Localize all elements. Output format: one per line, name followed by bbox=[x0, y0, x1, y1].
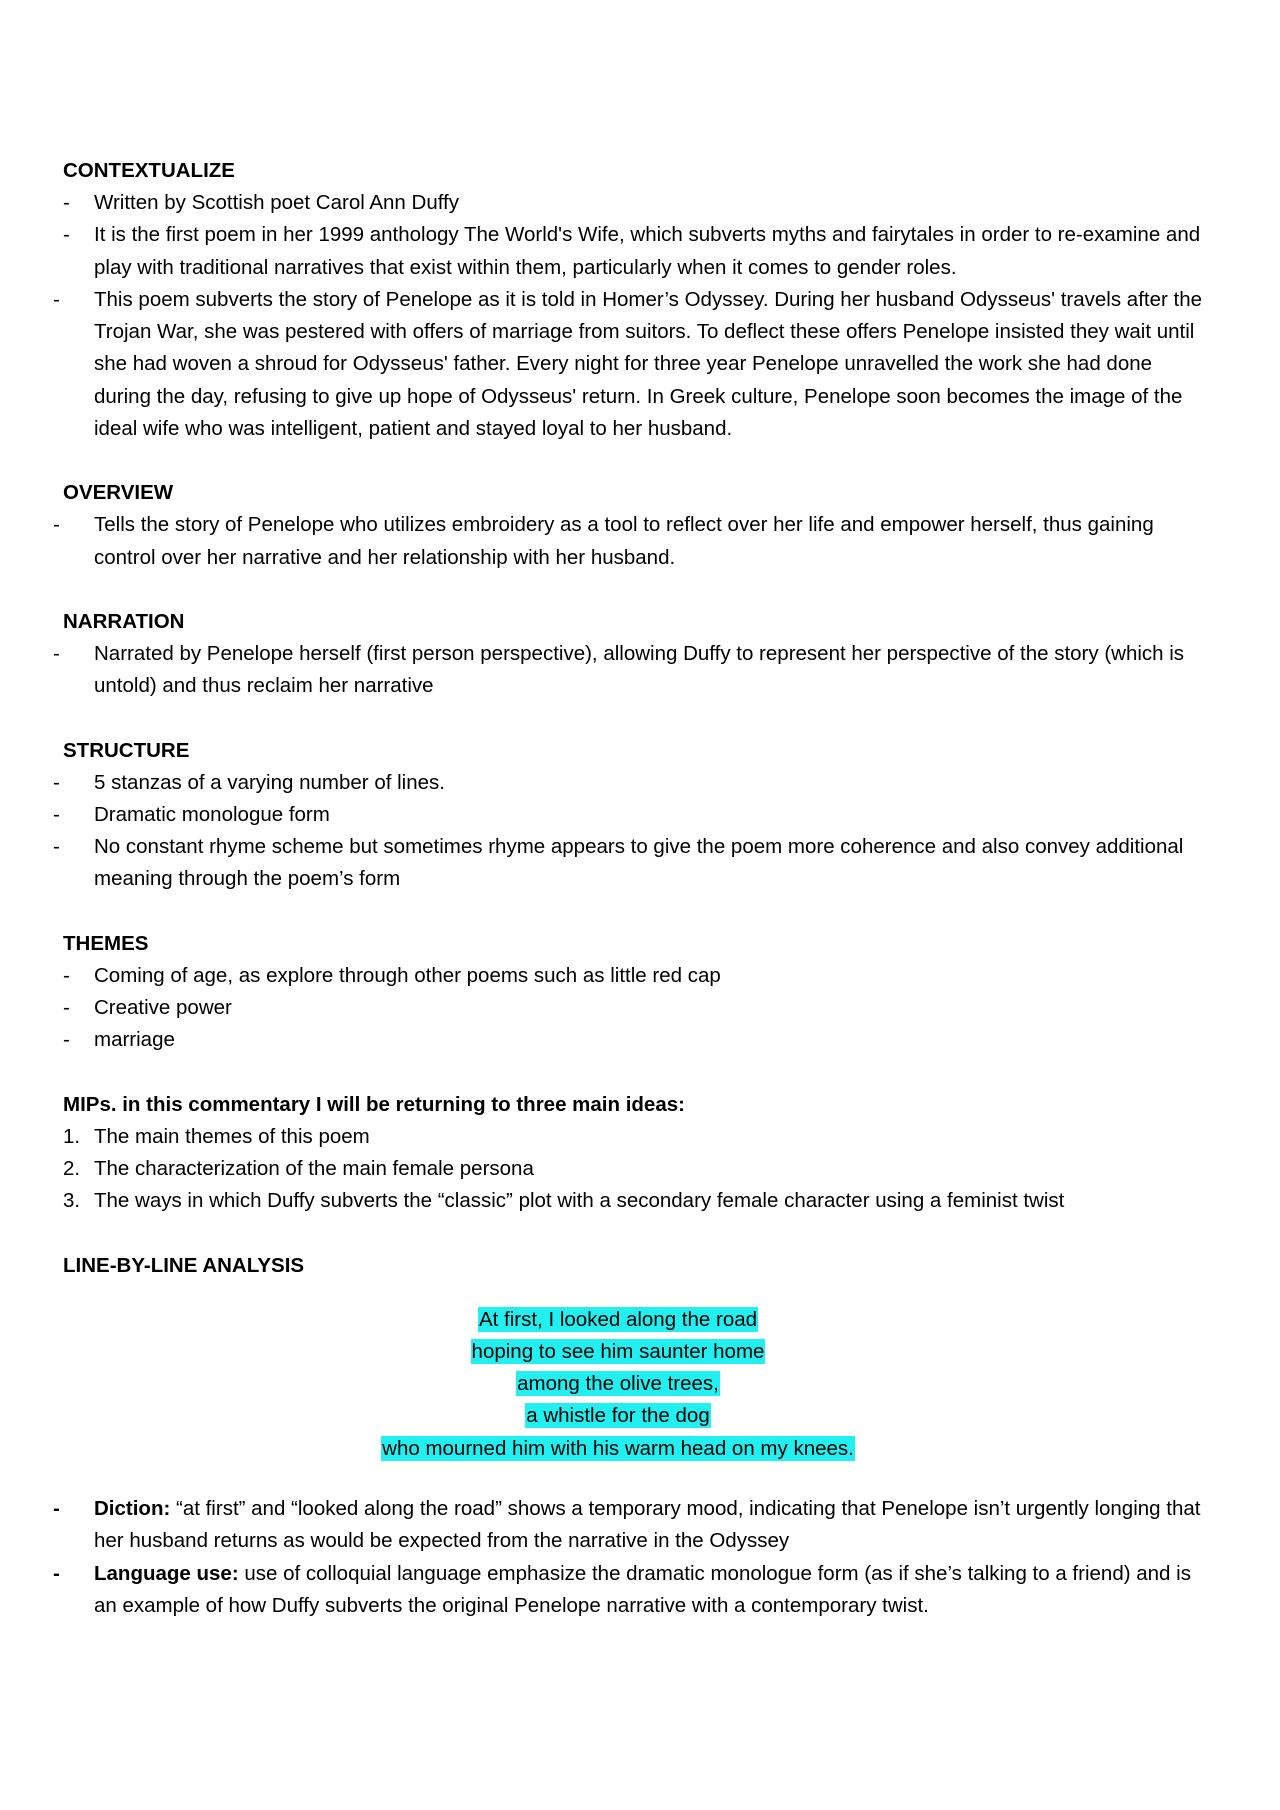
analysis-section bbox=[53, 1250, 1203, 1623]
list-item bbox=[53, 799, 1203, 831]
bullet-dash: - bbox=[53, 287, 60, 311]
contextualize-list bbox=[53, 187, 1203, 445]
bullet-dash: - bbox=[63, 1028, 70, 1052]
list-item-text: It is the first poem in her 1999 anthology The World's Wife, which subverts myths and fairytales in order to re-examine and play with traditional narratives that exist within them, particularly when it comes to gender roles. bbox=[94, 223, 1201, 279]
list-item bbox=[53, 284, 1203, 445]
poem-excerpt bbox=[63, 1304, 1203, 1465]
bullet-dash: - bbox=[53, 1497, 60, 1521]
list-item bbox=[53, 1558, 1203, 1623]
list-item bbox=[63, 992, 1203, 1024]
overview-section bbox=[53, 477, 1203, 574]
list-item bbox=[63, 219, 1203, 284]
list-item bbox=[63, 1024, 1203, 1056]
list-item-text: Tells the story of Penelope who utilizes embroidery as a tool to reflect over her life and empower herself, thus gaining control over her narrative and her relationship with her husband. bbox=[94, 513, 1154, 569]
list-item-text: Written by Scottish poet Carol Ann Duffy bbox=[94, 191, 460, 214]
poem-line bbox=[63, 1304, 1173, 1336]
note-label: Diction: bbox=[94, 1497, 171, 1521]
list-item-text: The main themes of this poem bbox=[94, 1124, 370, 1148]
poem-line bbox=[63, 1368, 1173, 1400]
narration-list bbox=[53, 638, 1203, 703]
document-content bbox=[53, 155, 1203, 1654]
contextualize-section bbox=[53, 155, 1203, 445]
list-item-text: marriage bbox=[94, 1028, 175, 1052]
mips-heading: MIPs. in this commentary I will be returning to three main ideas: bbox=[63, 1092, 685, 1116]
list-item bbox=[53, 509, 1203, 574]
structure-section bbox=[53, 735, 1203, 896]
poem-line bbox=[63, 1400, 1173, 1432]
poem-line bbox=[63, 1433, 1173, 1465]
themes-list bbox=[63, 960, 1203, 1057]
poem-line-text: who mourned him with his warm head on my knees. bbox=[382, 1436, 854, 1460]
list-item bbox=[63, 960, 1203, 992]
bullet-dash: - bbox=[53, 770, 60, 794]
list-item bbox=[53, 1493, 1203, 1558]
bullet-dash: - bbox=[53, 641, 60, 665]
list-item-text: Creative power bbox=[94, 996, 232, 1020]
bullet-dash: - bbox=[53, 802, 60, 826]
bullet-dash: - bbox=[53, 513, 60, 537]
poem-line bbox=[63, 1336, 1173, 1368]
list-item bbox=[63, 187, 1203, 219]
list-number: 1. bbox=[63, 1124, 81, 1148]
mips-list bbox=[63, 1121, 1203, 1218]
overview-heading: OVERVIEW bbox=[63, 481, 174, 505]
list-item-text: The characterization of the main female persona bbox=[94, 1156, 534, 1180]
contextualize-heading: CONTEXTUALIZE bbox=[63, 159, 235, 182]
bullet-dash: - bbox=[53, 835, 60, 859]
note-text: use of colloquial language emphasize the dramatic monologue form (as if she’s talking to a friend) and is an example of how Duffy subverts the original Penelope narrative with a contemporary twist. bbox=[94, 1561, 1191, 1617]
structure-list bbox=[53, 767, 1203, 896]
themes-section bbox=[63, 928, 1203, 1057]
structure-heading: STRUCTURE bbox=[63, 738, 190, 762]
list-number: 3. bbox=[63, 1189, 81, 1213]
list-item bbox=[63, 1121, 1203, 1153]
bullet-dash: - bbox=[63, 223, 70, 247]
bullet-dash: - bbox=[63, 996, 70, 1020]
list-item-text: Dramatic monologue form bbox=[94, 802, 330, 826]
poem-line-text: At first, I looked along the road bbox=[478, 1307, 758, 1331]
list-item bbox=[53, 767, 1203, 799]
poem-line-text: a whistle for the dog bbox=[526, 1404, 710, 1428]
note-text: “at first” and “looked along the road” shows a temporary mood, indicating that Penelope isn’t urgently longing that her husband returns as would be expected from the narrative in the Odyssey bbox=[94, 1497, 1201, 1553]
list-item-text: This poem subverts the story of Penelope as it is told in Homer’s Odyssey. During her husband Odysseus' travels after the Trojan War, she was pestered with offers of marriage from suitors. To deflect these offers Penelope insisted they wait until she had woven a shroud for Odysseus' father. Every night for three year Penelope unravelled the work she had done during the day, refusing to give up hope of Odysseus' return. In Greek culture, Penelope soon becomes the image of the ideal wife who was intelligent, patient and stayed loyal to her husband. bbox=[94, 287, 1203, 441]
list-item-text: The ways in which Duffy subverts the “classic” plot with a secondary female character using a feminist twist bbox=[94, 1189, 1065, 1213]
list-item bbox=[63, 1185, 1203, 1217]
poem-line-text: hoping to see him saunter home bbox=[471, 1339, 765, 1363]
bullet-dash: - bbox=[63, 191, 70, 214]
poem-line-text: among the olive trees, bbox=[517, 1372, 719, 1396]
list-item-text: Narrated by Penelope herself (first person perspective), allowing Duffy to represent her perspective of the story (which is untold) and thus reclaim her narrative bbox=[94, 641, 1185, 698]
note-label: Language use: bbox=[94, 1561, 239, 1585]
list-item-text: 5 stanzas of a varying number of lines. bbox=[94, 770, 445, 794]
list-item bbox=[63, 1153, 1203, 1185]
overview-list bbox=[53, 509, 1203, 574]
list-item bbox=[53, 831, 1203, 896]
mips-section bbox=[63, 1089, 1203, 1218]
list-item bbox=[53, 638, 1203, 703]
list-item-text: No constant rhyme scheme but sometimes rhyme appears to give the poem more coherence and also convey additional meaning through the poem’s form bbox=[94, 835, 1184, 891]
bullet-dash: - bbox=[63, 963, 70, 987]
narration-heading: NARRATION bbox=[63, 609, 185, 633]
analysis-notes bbox=[53, 1493, 1203, 1622]
bullet-dash: - bbox=[53, 1561, 60, 1585]
list-item-text: Coming of age, as explore through other poems such as little red cap bbox=[94, 963, 721, 987]
analysis-heading: LINE-BY-LINE ANALYSIS bbox=[63, 1253, 305, 1277]
narration-section bbox=[53, 606, 1203, 703]
themes-heading: THEMES bbox=[63, 931, 149, 955]
list-number: 2. bbox=[63, 1156, 81, 1180]
